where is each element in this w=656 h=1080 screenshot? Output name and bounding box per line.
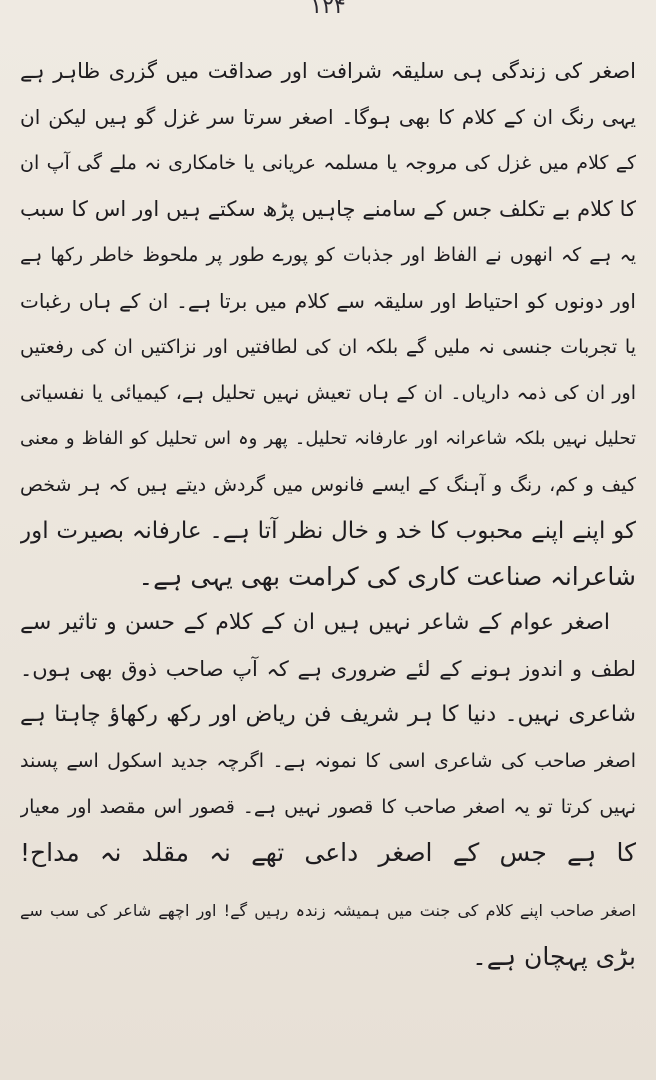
text-line: یہ ہے کہ انھوں نے الفاظ اور جذبات کو پورے طور پر ملحوظ خاطر رکھا ہے bbox=[20, 244, 636, 266]
text-line: کا ہے جس کے اصغر داعی تھے نہ مقلد نہ مداح! bbox=[20, 838, 636, 867]
text-line: اور دونوں کو احتیاط اور سلیقہ سے کلام میں برتا ہے۔ ان کے ہاں رغبات bbox=[20, 289, 636, 313]
text-line: یا تجربات جنسی نہ ملیں گے بلکہ ان کی لطافتیں اور نزاکتیں ان کی رفعتیں bbox=[20, 336, 636, 358]
text-line: اور ان کی ذمہ داریاں۔ ان کے ہاں تعیش نہیں تحلیل ہے، کیمیائی یا نفسیاتی bbox=[20, 382, 636, 404]
text-line: نہیں کرتا تو یہ اصغر صاحب کا قصور نہیں ہے۔ قصور اس مقصد اور معیار bbox=[20, 796, 636, 818]
text-line: اصغر صاحب اپنے کلام کی جنت میں ہمیشہ زندہ رہیں گے! اور اچھے شاعر کی سب سے bbox=[20, 901, 636, 920]
text-line: شاعرانہ صناعت کاری کی کرامت بھی یہی ہے۔ bbox=[138, 562, 636, 591]
text-line: اصغر صاحب کی شاعری اسی کا نمونہ ہے۔ اگرچہ جدید اسکول اسے پسند bbox=[20, 750, 636, 772]
text-line: کو اپنے اپنے محبوب کا خد و خال نظر آتا ہے۔ عارفانہ بصیرت اور bbox=[20, 518, 636, 544]
text-line: تحلیل نہیں بلکہ شاعرانہ اور عارفانہ تحلیل۔ پھر وہ اس تحلیل کو الفاظ و معنی bbox=[20, 428, 636, 449]
text-line: یہی رنگ ان کے کلام کا بھی ہوگا۔ اصغر سرتا سر غزل گو ہیں لیکن ان bbox=[20, 105, 636, 129]
text-line: کا کلام بے تکلف جس کے سامنے چاہیں پڑھ سکتے ہیں اور اس کا سبب bbox=[20, 197, 636, 221]
text-line: کیف و کم، رنگ و آہنگ کے ایسے فانوس میں گردش دیتے ہیں کہ ہر شخص bbox=[20, 474, 636, 496]
page-number: ۱۲۴ bbox=[310, 0, 346, 19]
text-line: بڑی پہچان ہے۔ bbox=[472, 942, 636, 971]
text-line: لطف و اندوز ہونے کے لئے ضروری ہے کہ آپ صاحب ذوق بھی ہوں۔ bbox=[20, 657, 636, 681]
text-line: کے کلام میں غزل کی مروجہ یا مسلمہ عریانی یا خامکاری نہ ملے گی آپ ان bbox=[20, 152, 636, 174]
text-line: اصغر عوام کے شاعر نہیں ہیں ان کے کلام کے حسن و تاثیر سے bbox=[20, 610, 610, 635]
text-line: شاعری نہیں۔ دنیا کا ہر شریف فن ریاض اور رکھ رکھاؤ چاہتا ہے bbox=[20, 702, 636, 727]
urdu-text-body bbox=[20, 48, 636, 980]
text-line: اصغر کی زندگی ہی سلیقہ شرافت اور صداقت میں گزری ظاہر ہے bbox=[20, 59, 636, 83]
